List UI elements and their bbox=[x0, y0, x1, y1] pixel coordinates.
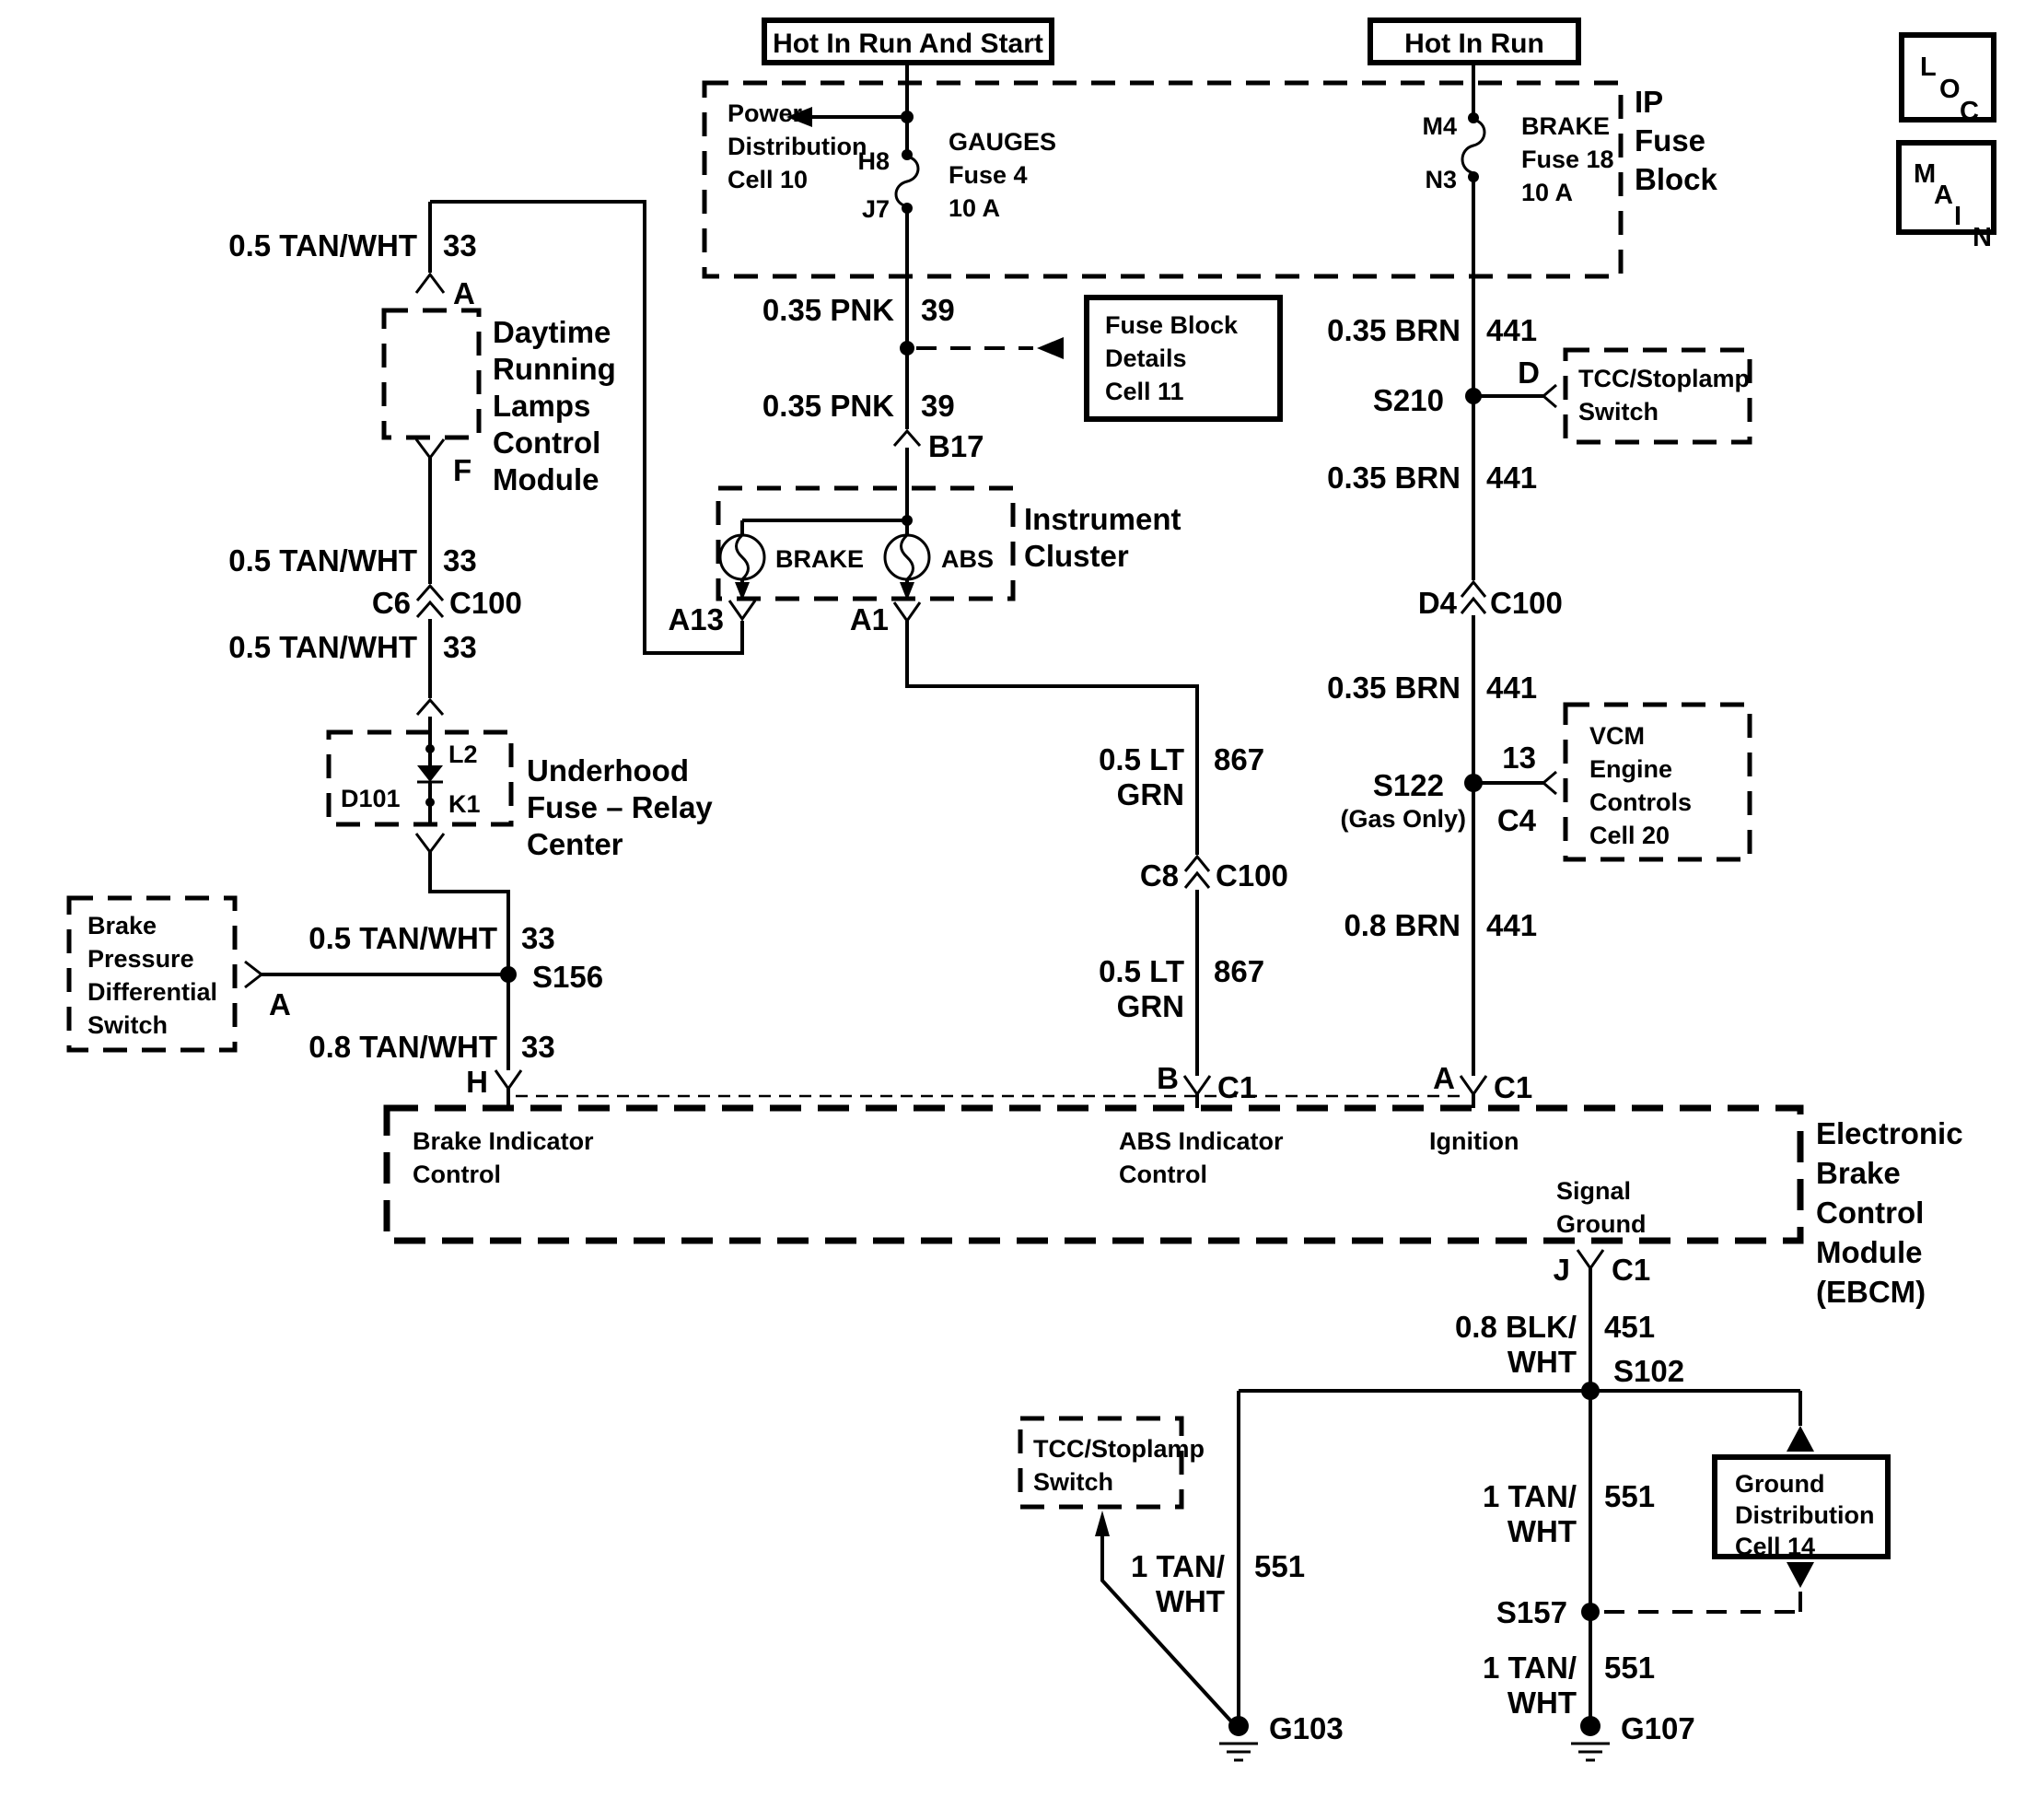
tcc-bottom-line2: Switch bbox=[1033, 1468, 1114, 1496]
wire-label-brn08: 0.8 BRN bbox=[1344, 908, 1461, 942]
diode-pin-k1-dot bbox=[425, 798, 435, 807]
main-letter-3: I bbox=[1954, 202, 1962, 231]
junction-power-dist bbox=[901, 111, 914, 123]
wire-label-tan551b2: WHT bbox=[1507, 1686, 1577, 1720]
loc-letter-1: L bbox=[1920, 52, 1937, 82]
splice-s210-dot bbox=[1465, 388, 1482, 404]
wiring-lines bbox=[262, 63, 1800, 1722]
abs-bulb-filament bbox=[902, 535, 914, 579]
instrument-cluster-box bbox=[718, 488, 1013, 599]
terminal-label-c1-b: C1 bbox=[1217, 1070, 1257, 1104]
fuse-details-line3: Cell 11 bbox=[1105, 378, 1184, 405]
connector-d4-upper bbox=[1461, 582, 1485, 597]
ebcm-abs-ind-line2: Control bbox=[1119, 1161, 1207, 1188]
terminal-underhood-in bbox=[417, 700, 443, 715]
terminal-label-h: H bbox=[466, 1065, 488, 1099]
wire-label-tan551a1: 1 TAN/ bbox=[1482, 1479, 1577, 1513]
ebcm-abs-ind-line1: ABS Indicator bbox=[1119, 1127, 1284, 1155]
splice-label-s157: S157 bbox=[1496, 1595, 1567, 1629]
splice-label-s156: S156 bbox=[532, 960, 604, 994]
wire-label-brn3: 0.35 BRN bbox=[1327, 671, 1461, 705]
wire-circuit-33-5: 33 bbox=[521, 1030, 555, 1064]
brake-bulb-filament bbox=[737, 535, 749, 579]
ebcm-name-line1: Electronic bbox=[1816, 1116, 1963, 1150]
drl-module-box bbox=[384, 310, 479, 438]
terminal-label-a1: A1 bbox=[849, 602, 889, 636]
connector-d4-lower bbox=[1461, 599, 1485, 613]
ground-g103-dot bbox=[1228, 1716, 1249, 1736]
terminal-f-drl bbox=[416, 439, 444, 458]
splice-note-gas-only: (Gas Only) bbox=[1340, 805, 1466, 833]
fuse-details-line2: Details bbox=[1105, 344, 1187, 372]
terminal-a1 bbox=[894, 602, 920, 621]
wire-label-tan551b1: 1 TAN/ bbox=[1482, 1651, 1577, 1685]
connector-c8-lower bbox=[1185, 873, 1209, 888]
tcc-top-line2: Switch bbox=[1578, 398, 1659, 426]
wire-label-tan2: 0.5 TAN/WHT bbox=[228, 543, 417, 578]
wire-label-ltgrn2a: 0.5 LT bbox=[1099, 954, 1184, 988]
terminal-b-ebcm bbox=[1184, 1076, 1210, 1094]
fuse-pin-n3 bbox=[1468, 171, 1479, 182]
fuse-pin-m4 bbox=[1468, 112, 1479, 123]
ebcm-brake-ind-line1: Brake Indicator bbox=[413, 1127, 594, 1155]
terminal-label-a-ebcm: A bbox=[1433, 1061, 1455, 1095]
wire-circuit-551-3: 551 bbox=[1254, 1549, 1306, 1583]
drl-line4: Control bbox=[493, 426, 601, 460]
wire-circuit-551-1: 551 bbox=[1604, 1479, 1656, 1513]
gauges-fuse-line1: GAUGES bbox=[949, 128, 1057, 156]
connector-c6-upper bbox=[417, 586, 443, 601]
loc-letter-2: O bbox=[1939, 75, 1961, 104]
splice-label-s102: S102 bbox=[1613, 1354, 1685, 1388]
fuse-gauges-element bbox=[896, 157, 918, 206]
drl-line3: Lamps bbox=[493, 389, 591, 423]
hot-in-run-and-start-label: Hot In Run And Start bbox=[773, 29, 1043, 59]
wire-circuit-441-2: 441 bbox=[1486, 461, 1538, 495]
ebcm-brake-ind-line2: Control bbox=[413, 1161, 501, 1188]
wire-label-brn2: 0.35 BRN bbox=[1327, 461, 1461, 495]
ground-dist-arrow-top bbox=[1787, 1426, 1814, 1452]
terminal-label-a-drl: A bbox=[453, 276, 475, 310]
pin-m4: M4 bbox=[1422, 112, 1457, 140]
splice-s102-dot bbox=[1581, 1382, 1600, 1400]
pin-h8: H8 bbox=[857, 147, 890, 175]
fuse-pin-h8 bbox=[902, 149, 913, 160]
wire-label-ltgrn1b: GRN bbox=[1116, 777, 1184, 811]
main-letter-1: M bbox=[1914, 159, 1937, 189]
bpds-line4: Switch bbox=[87, 1011, 169, 1039]
terminal-a-drl bbox=[416, 274, 444, 293]
ground-label-g107: G107 bbox=[1621, 1711, 1695, 1745]
wire-circuit-441-1: 441 bbox=[1486, 313, 1538, 347]
wire-label-tan551c2: WHT bbox=[1155, 1584, 1225, 1618]
wire-label-tan551a2: WHT bbox=[1507, 1514, 1577, 1548]
underhood-line1: Underhood bbox=[527, 753, 689, 788]
pin-n3: N3 bbox=[1425, 166, 1457, 193]
wire-circuit-441-4: 441 bbox=[1486, 908, 1538, 942]
terminal-label-a13: A13 bbox=[668, 602, 724, 636]
terminal-label-c1-a: C1 bbox=[1494, 1070, 1533, 1104]
wire-label-blk1: 0.8 BLK/ bbox=[1454, 1310, 1577, 1344]
cluster-label-line1: Instrument bbox=[1024, 502, 1181, 536]
tcc-top-line1: TCC/Stoplamp bbox=[1578, 365, 1750, 392]
ebcm-signal-ground-line2: Ground bbox=[1556, 1210, 1647, 1238]
connector-label-c100-3: C100 bbox=[1490, 586, 1563, 620]
connector-c6-lower bbox=[417, 602, 443, 617]
bpds-line1: Brake bbox=[87, 912, 157, 939]
terminal-label-f-drl: F bbox=[453, 453, 472, 487]
vcm-line1: VCM bbox=[1589, 722, 1645, 750]
wire-label-ltgrn1a: 0.5 LT bbox=[1099, 742, 1184, 776]
fuse-details-line1: Fuse Block bbox=[1105, 311, 1239, 339]
fuse-brake-element bbox=[1462, 120, 1484, 173]
power-dist-line3: Cell 10 bbox=[728, 166, 809, 193]
brake-fuse-line2: Fuse 18 bbox=[1521, 146, 1614, 173]
wire-circuit-33-3: 33 bbox=[443, 630, 477, 664]
terminal-h-ebcm bbox=[495, 1070, 521, 1089]
pin-label-l2: L2 bbox=[448, 741, 478, 768]
splice-label-s210: S210 bbox=[1372, 383, 1444, 417]
diode-pin-l2-dot bbox=[425, 744, 435, 753]
terminal-label-c1-j: C1 bbox=[1612, 1253, 1651, 1287]
wire-label-pnk1: 0.35 PNK bbox=[762, 293, 894, 327]
connector-label-c100-1: C100 bbox=[449, 586, 522, 620]
cluster-junction-dot bbox=[902, 515, 913, 526]
splice-s157-dot bbox=[1581, 1603, 1600, 1621]
ebcm-name-line5: (EBCM) bbox=[1816, 1275, 1926, 1309]
ip-label-line1: IP bbox=[1635, 85, 1664, 119]
ground-dist-line3: Cell 14 bbox=[1735, 1533, 1816, 1560]
ebcm-signal-ground-line1: Signal bbox=[1556, 1177, 1632, 1205]
ebcm-name-line2: Brake bbox=[1816, 1156, 1901, 1190]
wire-circuit-39-1: 39 bbox=[921, 293, 955, 327]
drl-line2: Running bbox=[493, 352, 616, 386]
diagram-text bbox=[87, 29, 1992, 1745]
terminal-j-ebcm bbox=[1577, 1250, 1603, 1268]
drl-line1: Daytime bbox=[493, 315, 611, 349]
terminal-label-13: 13 bbox=[1502, 741, 1536, 775]
terminal-b17 bbox=[894, 431, 920, 446]
bulb-label-brake: BRAKE bbox=[775, 545, 865, 573]
terminal-d-tcc bbox=[1543, 385, 1556, 407]
hot-in-run-label: Hot In Run bbox=[1404, 29, 1544, 59]
fuse-details-arrow bbox=[1037, 337, 1064, 359]
ip-label-line2: Fuse bbox=[1635, 123, 1706, 158]
connector-label-c6: C6 bbox=[371, 586, 411, 620]
pin-j7: J7 bbox=[861, 195, 890, 223]
wire-circuit-33-2: 33 bbox=[443, 543, 477, 578]
brake-fuse-line3: 10 A bbox=[1521, 179, 1574, 206]
wire-label-tan3: 0.5 TAN/WHT bbox=[228, 630, 417, 664]
vcm-line4: Cell 20 bbox=[1589, 822, 1670, 849]
wire-circuit-551-2: 551 bbox=[1604, 1651, 1656, 1685]
underhood-line2: Fuse – Relay bbox=[527, 790, 713, 824]
vcm-line3: Controls bbox=[1589, 788, 1692, 816]
bpds-line3: Differential bbox=[87, 978, 218, 1006]
terminal-label-b: B bbox=[1157, 1061, 1179, 1095]
vcm-line2: Engine bbox=[1589, 755, 1673, 783]
ground-dist-line1: Ground bbox=[1735, 1470, 1825, 1498]
ebcm-ignition-label: Ignition bbox=[1429, 1127, 1519, 1155]
wire-label-blk2: WHT bbox=[1507, 1345, 1577, 1379]
ground-label-g103: G103 bbox=[1269, 1711, 1344, 1745]
splice-s122-dot bbox=[1464, 774, 1483, 792]
splice-pnk-dot bbox=[900, 341, 914, 356]
connector-label-c100-2: C100 bbox=[1216, 858, 1288, 892]
diode-label-d101: D101 bbox=[341, 785, 401, 812]
wire-lt-grn-upper bbox=[907, 621, 1197, 855]
wire-circuit-441-3: 441 bbox=[1486, 671, 1538, 705]
terminal-underhood-out bbox=[416, 834, 444, 852]
wire-label-tan4: 0.5 TAN/WHT bbox=[308, 921, 497, 955]
ground-dist-line2: Distribution bbox=[1735, 1501, 1875, 1529]
ground-g107-icon bbox=[1571, 1744, 1610, 1760]
tcc-pointer-arrow bbox=[1095, 1511, 1110, 1536]
connector-label-c8: C8 bbox=[1139, 858, 1179, 892]
wire-label-brn1: 0.35 BRN bbox=[1327, 313, 1461, 347]
bpds-line2: Pressure bbox=[87, 945, 194, 973]
terminal-label-j: J bbox=[1553, 1253, 1570, 1287]
wire-label-tan8: 0.8 TAN/WHT bbox=[308, 1030, 497, 1064]
wire-circuit-39-2: 39 bbox=[921, 389, 955, 423]
terminal-c4-vcm bbox=[1543, 772, 1556, 794]
ground-dist-arrow-bottom bbox=[1787, 1562, 1814, 1588]
terminal-a13 bbox=[729, 601, 755, 619]
pin-label-k1: K1 bbox=[448, 790, 481, 818]
loc-letter-3: C bbox=[1960, 97, 1979, 126]
terminal-label-a-bpds: A bbox=[269, 987, 291, 1021]
wire-label-ltgrn2b: GRN bbox=[1116, 989, 1184, 1023]
drl-line5: Module bbox=[493, 462, 599, 496]
terminal-a-ebcm bbox=[1461, 1076, 1486, 1094]
wire-label-tan1: 0.5 TAN/WHT bbox=[228, 228, 417, 262]
wire-label-tan551c1: 1 TAN/ bbox=[1130, 1549, 1225, 1583]
ground-g103-icon bbox=[1219, 1744, 1258, 1760]
cluster-label-line2: Cluster bbox=[1024, 539, 1129, 573]
wire-circuit-867-1: 867 bbox=[1214, 742, 1265, 776]
ebcm-name-line4: Module bbox=[1816, 1235, 1923, 1269]
bulb-label-abs: ABS bbox=[941, 545, 995, 573]
diode-symbol bbox=[417, 765, 443, 782]
terminal-label-d: D bbox=[1518, 356, 1540, 390]
gauges-fuse-line3: 10 A bbox=[949, 194, 1001, 222]
wire-circuit-867-2: 867 bbox=[1214, 954, 1265, 988]
main-letter-2: A bbox=[1934, 181, 1953, 210]
terminal-label-c4: C4 bbox=[1496, 803, 1536, 837]
splice-s156-dot bbox=[500, 966, 517, 983]
ip-fuse-block-box bbox=[704, 83, 1621, 276]
terminal-label-b17: B17 bbox=[928, 429, 984, 463]
wire-circuit-33-1: 33 bbox=[443, 228, 477, 262]
wire-label-pnk2: 0.35 PNK bbox=[762, 389, 894, 423]
ebcm-name-line3: Control bbox=[1816, 1196, 1925, 1230]
tcc-bottom-line1: TCC/Stoplamp bbox=[1033, 1435, 1205, 1463]
connector-c8-upper bbox=[1185, 857, 1209, 871]
terminal-a-bpds bbox=[245, 962, 262, 987]
wire-circuit-451: 451 bbox=[1604, 1310, 1656, 1344]
main-letter-4: N bbox=[1973, 223, 1992, 252]
underhood-line3: Center bbox=[527, 827, 623, 861]
power-dist-line1: Power bbox=[728, 99, 803, 127]
brake-fuse-line1: BRAKE bbox=[1521, 112, 1611, 140]
fuse-pin-j7 bbox=[902, 203, 913, 214]
power-dist-line2: Distribution bbox=[728, 133, 867, 160]
gauges-fuse-line2: Fuse 4 bbox=[949, 161, 1028, 189]
connector-label-d4: D4 bbox=[1417, 586, 1457, 620]
splice-label-s122: S122 bbox=[1372, 768, 1444, 802]
ground-g107-dot bbox=[1580, 1716, 1600, 1736]
ip-label-line3: Block bbox=[1635, 162, 1717, 196]
tcc-stoplamp-box-top bbox=[1566, 350, 1750, 442]
wire-circuit-33-4: 33 bbox=[521, 921, 555, 955]
